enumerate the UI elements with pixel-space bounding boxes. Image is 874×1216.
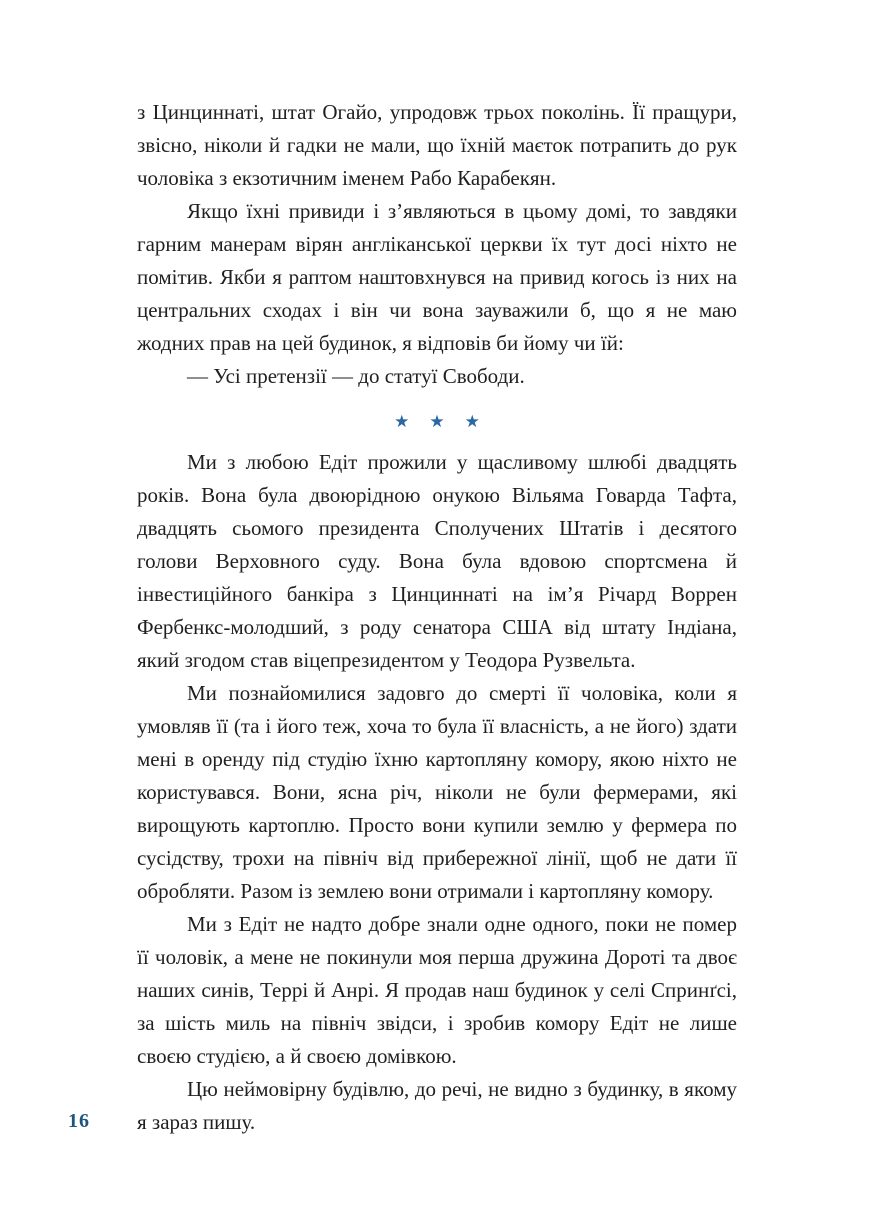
paragraph: Ми з Едіт не надто добре знали одне одного, поки не помер її чоловік, а мене не покинули моя перша дружина Дороті та двоє наших синів, Террі й Анрі. Я продав наш будинок у селі Спринґсі, за шість миль на північ звідси, і зробив комору Едіт не лише своєю студією, а й своєю домівкою.: [137, 912, 737, 1068]
star-icon: ★: [464, 412, 480, 431]
star-icon: ★: [394, 412, 410, 431]
section-separator: [137, 405, 737, 438]
paragraph: Ми познайомилися задовго до смерті її чоловіка, коли я умовляв її (та і його теж, хоча то була її власність, а не його) здати мені в оренду під студію їхню картопляну комору, якою ніхто не користувався. Вони, ясна річ, ніколи не були фермерами, які вирощують картоплю. Просто вони купили землю у фермера по сусідству, трохи на північ від прибережної лінії, щоб не дати її обробляти. Разом із землею вони отримали і картопляну комору.: [137, 681, 737, 903]
text-block: [137, 96, 737, 1139]
page-number: 16: [68, 1110, 90, 1132]
star-icon: ★: [429, 412, 445, 431]
paragraph: Ми з любою Едіт прожили у щасливому шлюбі двадцять років. Вона була двоюрідною онукою Вільяма Говарда Тафта, двадцять сьомого президента Сполучених Штатів і десятого голови Верховного суду. Вона була вдовою спортсмена й інвестиційного банкіра з Цинциннаті на ім’я Річард Воррен Фербенкс-молодший, з роду сенатора США від штату Індіана, який згодом став віцепрезидентом у Теодора Рузвельта.: [137, 450, 737, 672]
paragraph-continuation: з Цинциннаті, штат Огайо, упродовж трьох поколінь. Її пращури, звісно, ніколи й гадки не мали, що їхній маєток потрапить до рук чоловіка з екзотичним іменем Рабо Карабекян.: [137, 100, 737, 190]
paragraph: Якщо їхні привиди і з’являються в цьому домі, то завдяки гарним манерам вірян англіканської церкви їх тут досі ніхто не помітив. Якби я раптом наштовхнувся на привид когось із них на центральних сходах і він чи вона зауважили б, що я не маю жодних прав на цей будинок, я відповів би йому чи їй:: [137, 199, 737, 355]
paragraph: Цю неймовірну будівлю, до речі, не видно з будинку, в якому я зараз пишу.: [137, 1077, 737, 1134]
paragraph-dialogue: — Усі претензії — до статуї Свободи.: [187, 364, 525, 388]
